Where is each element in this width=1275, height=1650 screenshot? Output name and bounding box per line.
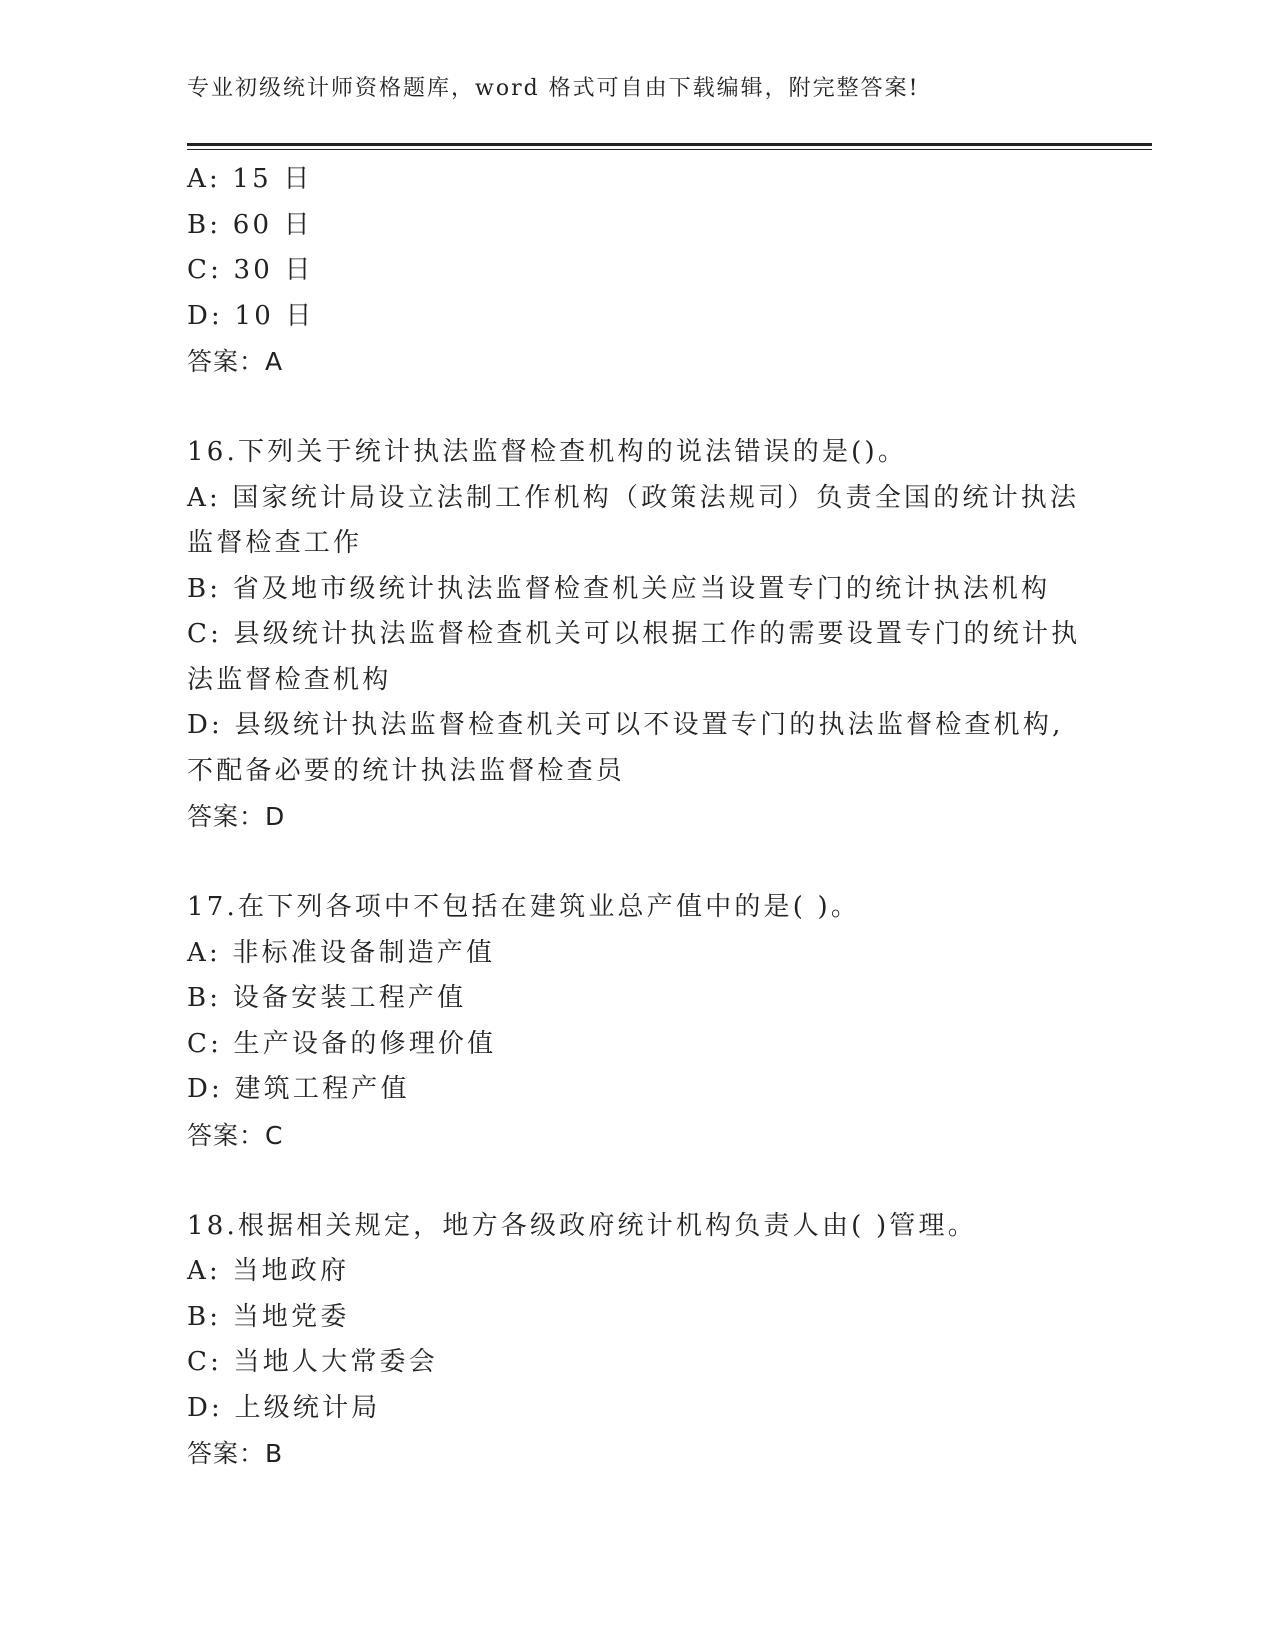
q16-option-c-cont: 法监督检查机构: [187, 664, 392, 695]
q17-option-b: B: 设备安装工程产值: [187, 983, 467, 1013]
q18-option-b: B: 当地党委: [187, 1301, 350, 1332]
q18-option-c: C: 当地人大常委会: [187, 1347, 438, 1377]
q18-option-d: D: 上级统计局: [187, 1392, 381, 1423]
q16-option-b: B: 省及地市级统计执法监督检查机关应当设置专门的统计执法机构: [187, 573, 1051, 604]
q16-option-a: A: 国家统计局设立法制工作机构（政策法规司）负责全国的统计执法: [187, 482, 1080, 513]
header-rule-thin: [187, 149, 1152, 150]
spacer: [187, 1158, 1087, 1204]
document-content: [187, 157, 1087, 1477]
question-16-block: [187, 430, 1087, 840]
q17-option-c: C: 生产设备的修理价值: [187, 1028, 497, 1059]
q15-option-b: B: 60 日: [187, 209, 313, 240]
q16-answer: 答案：D: [187, 802, 286, 831]
q18-answer: 答案：B: [187, 1439, 284, 1468]
q17-stem: 17.在下列各项中不包括在建筑业总产值中的是( )。: [187, 892, 861, 922]
page-header: 专业初级统计师资格题库，word 格式可自由下载编辑，附完整答案!: [187, 76, 920, 101]
q15-option-a: A: 15 日: [187, 164, 313, 194]
q16-option-d: D: 县级统计执法监督检查机关可以不设置专门的执法监督检查机构,: [187, 710, 1064, 740]
q17-option-a: A: 非标准设备制造产值: [187, 937, 496, 968]
question-18-block: [187, 1204, 1087, 1477]
q16-option-c: C: 县级统计执法监督检查机关可以根据工作的需要设置专门的统计执: [187, 619, 1081, 649]
q16-option-a-cont: 监督检查工作: [187, 528, 363, 558]
q16-stem: 16.下列关于统计执法监督检查机构的说法错误的是()。: [187, 437, 908, 467]
question-17-block: [187, 885, 1087, 1158]
q18-option-a: A: 当地政府: [187, 1256, 350, 1286]
spacer: [187, 385, 1087, 431]
question-15-block: [187, 157, 1087, 385]
q15-option-d: D: 10 日: [187, 300, 315, 331]
q17-answer: 答案：C: [187, 1120, 284, 1150]
q17-option-d: D: 建筑工程产值: [187, 1074, 410, 1104]
q15-option-c: C: 30 日: [187, 255, 314, 285]
spacer: [187, 840, 1087, 886]
q18-stem: 18.根据相关规定，地方各级政府统计机构负责人由( )管理。: [187, 1210, 977, 1241]
q16-option-d-cont: 不配备必要的统计执法监督检查员: [187, 755, 626, 786]
header-rule-thick: [187, 143, 1152, 146]
q15-answer: 答案：A: [187, 347, 284, 376]
